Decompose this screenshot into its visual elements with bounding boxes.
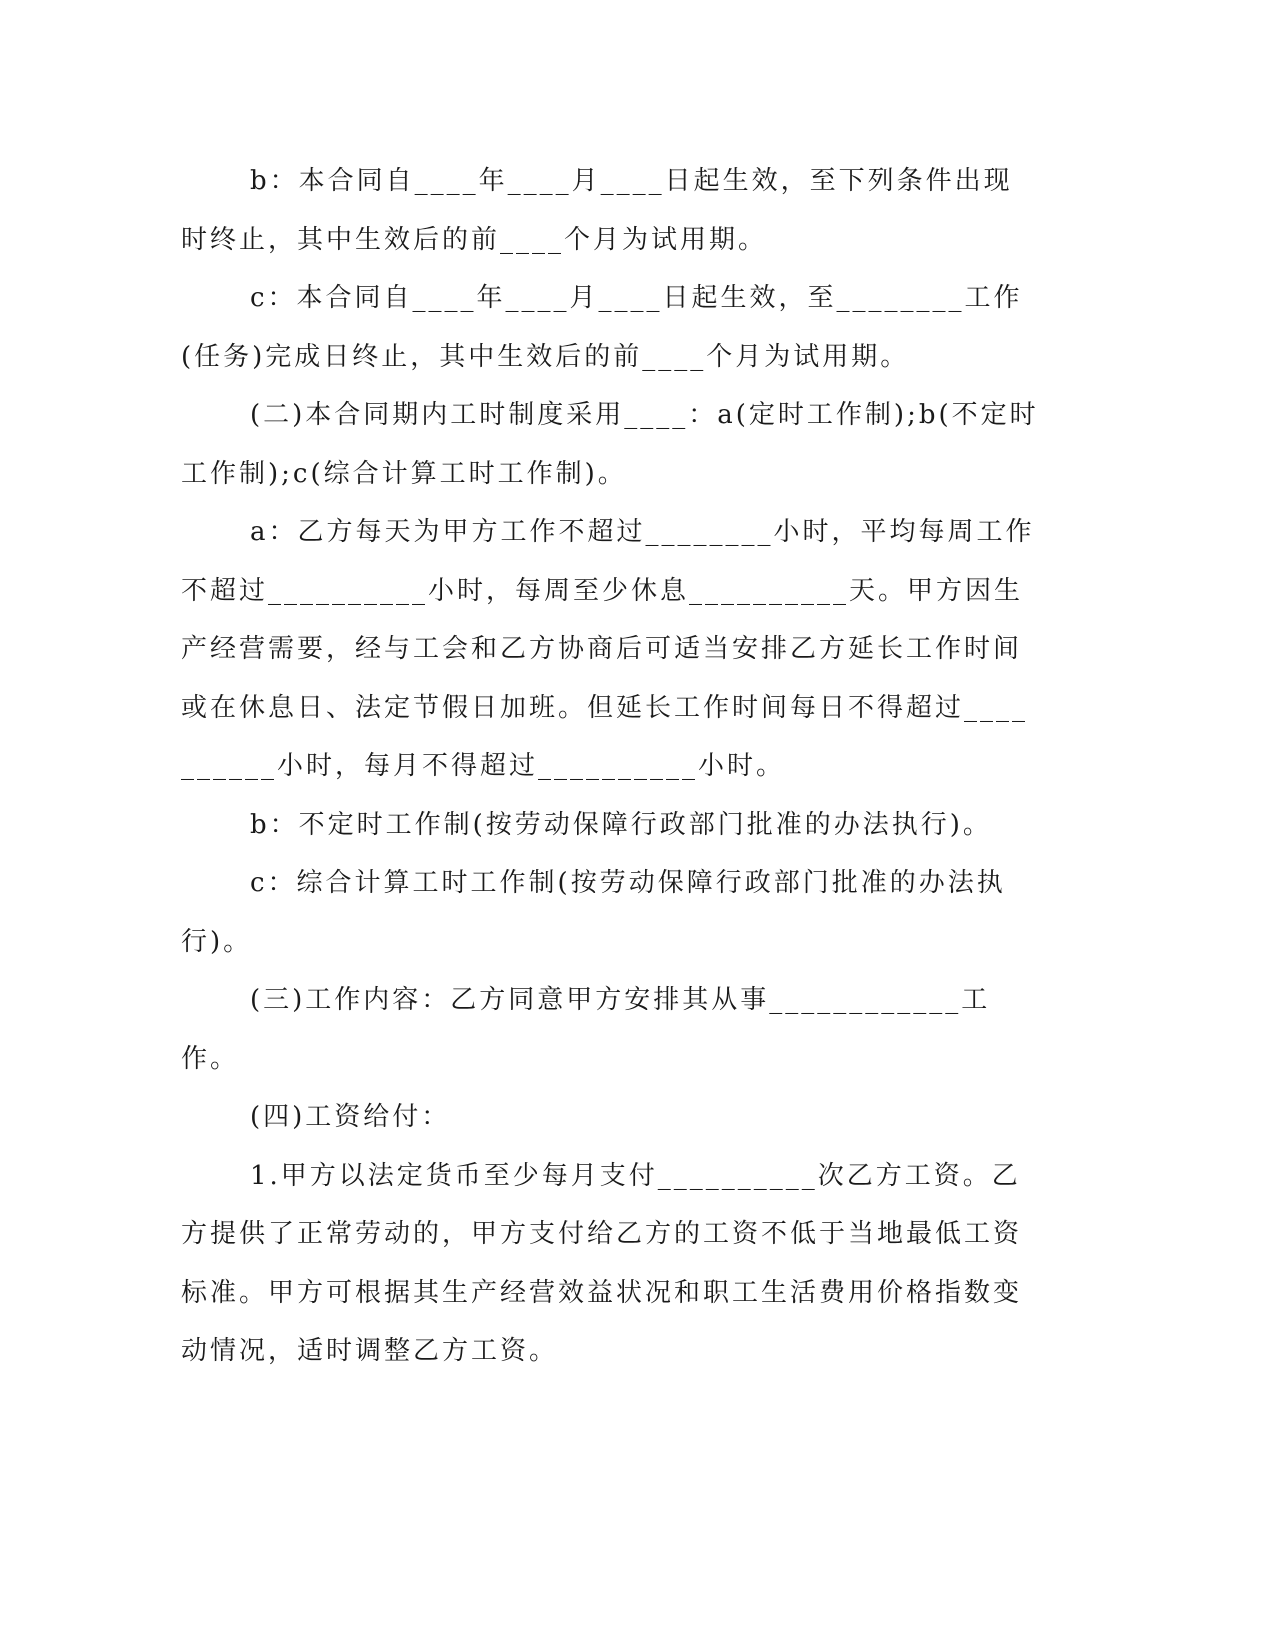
paragraph-c-task-term: c：本合同自____年____月____日起生效，至________工作(任务)完成日终止，其中生效后的前____个月为试用期。	[181, 283, 1023, 372]
paragraph-working-hours-system: (二)本合同期内工时制度采用____：a(定时工作制);b(不定时工作制);c(综合计算工时工作制)。	[181, 400, 1039, 489]
document-body	[181, 152, 1041, 1381]
paragraph-wage-payment-1: 1.甲方以法定货币至少每月支付__________次乙方工资。乙方提供了正常劳动的，甲方支付给乙方的工资不低于当地最低工资标准。甲方可根据其生产经营效益状况和职工生活费用价格指数变动情况，适时调整乙方工资。	[181, 1160, 1023, 1366]
section-heading-wage-payment: (四)工资给付：	[250, 1102, 451, 1132]
paragraph-b-flexible-hours: b：不定时工作制(按劳动保障行政部门批准的办法执行)。	[250, 809, 992, 840]
paragraph-work-content: (三)工作内容：乙方同意甲方安排其从事____________工作。	[181, 985, 991, 1074]
paragraph-a-standard-hours: a：乙方每天为甲方工作不超过________小时，平均每周工作不超过__________小时，每周至少休息__________天。甲方因生产经营需要，经与工会和乙方协商后可适当安排乙方延长工作时间或在休息日、法定节假日加班。但延长工作时间每日不得超过__________小时，每月不得超过__________小时。	[181, 517, 1035, 781]
paragraph-c-comprehensive-hours: c：综合计算工时工作制(按劳动保障行政部门批准的办法执行)。	[181, 868, 1006, 957]
paragraph-b-effective-term: b：本合同自____年____月____日起生效，至下列条件出现时终止，其中生效后的前____个月为试用期。	[181, 166, 1013, 255]
